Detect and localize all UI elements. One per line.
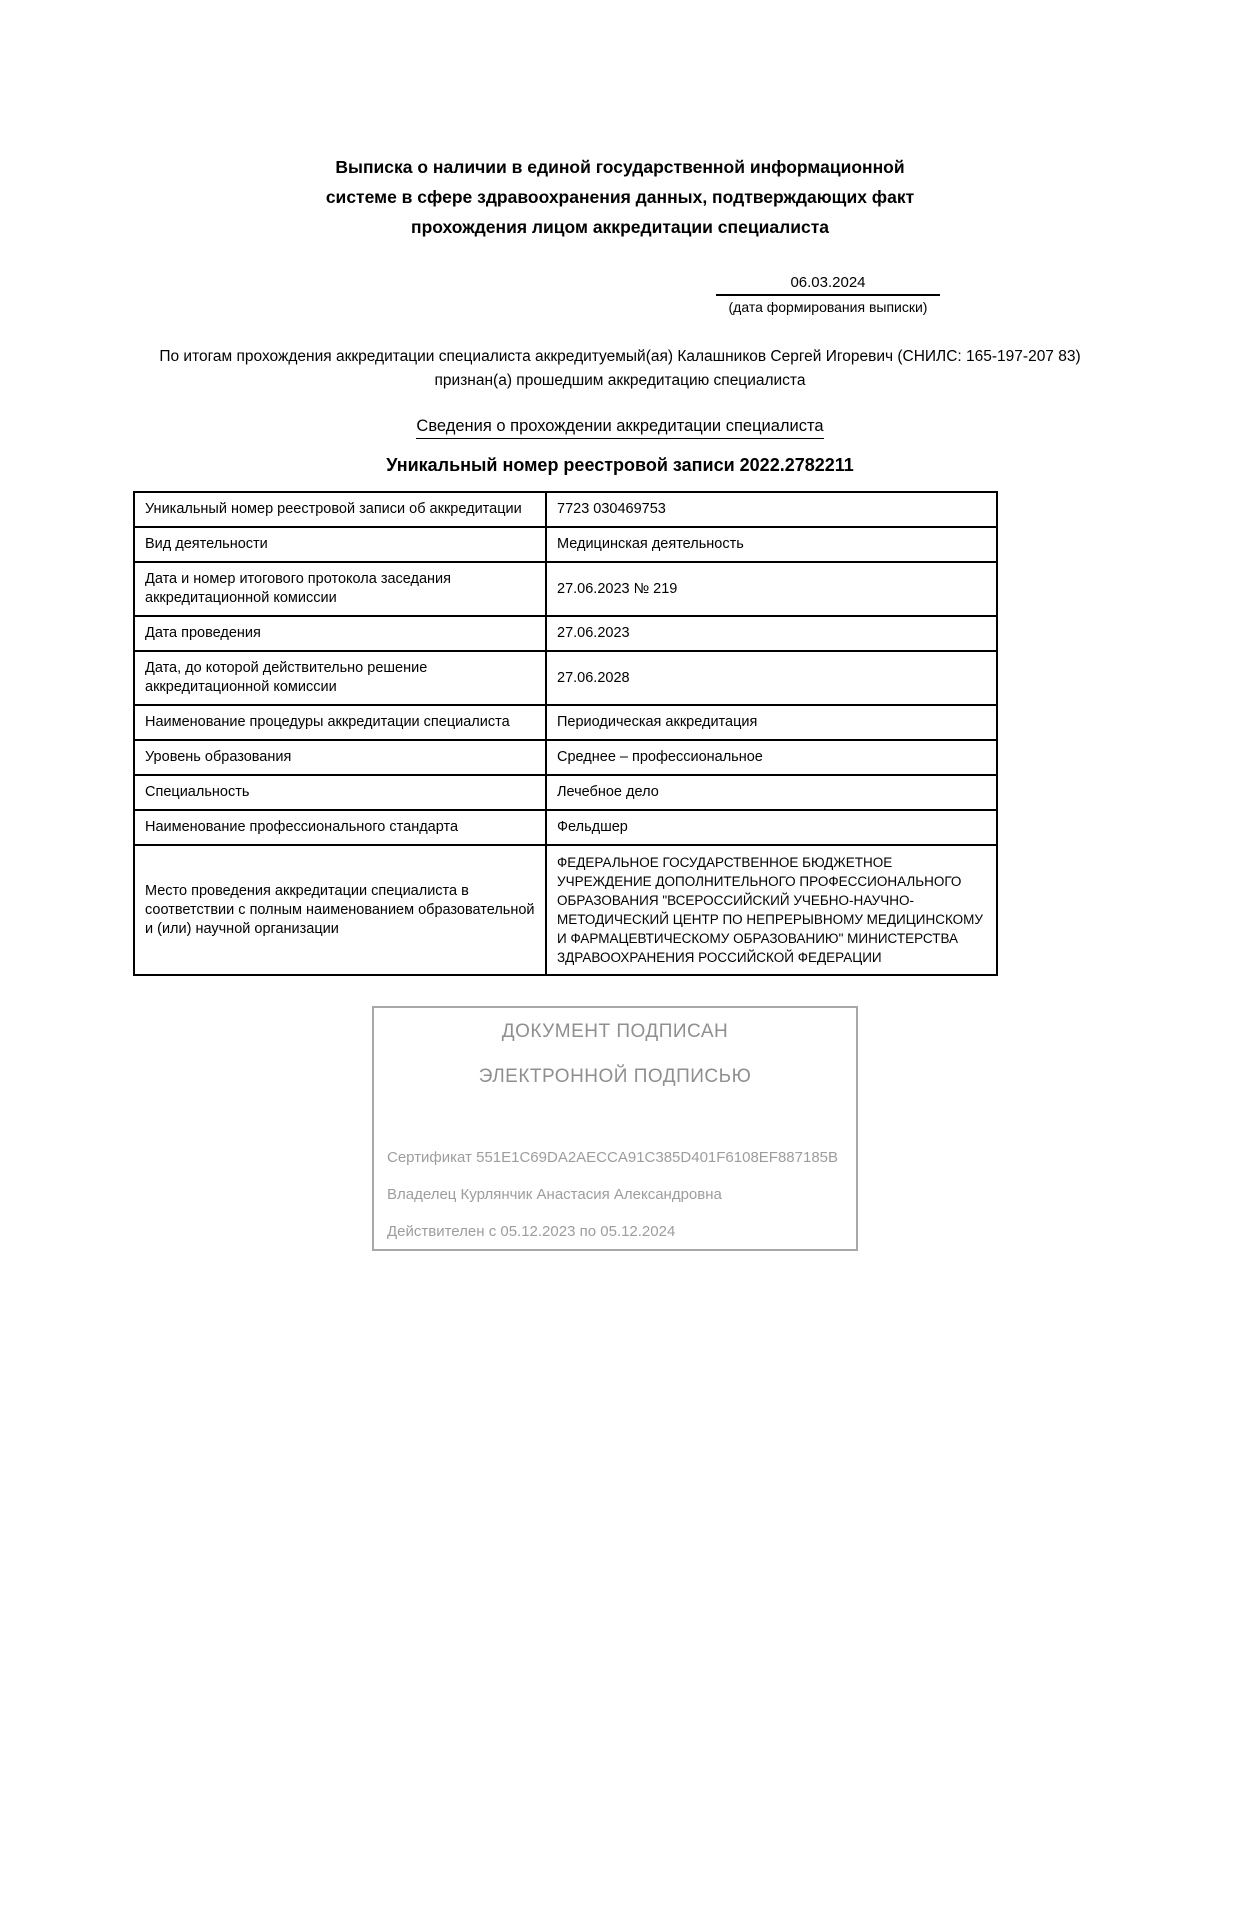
signature-title-line-1: ДОКУМЕНТ ПОДПИСАН bbox=[501, 1021, 729, 1042]
table-row bbox=[134, 562, 997, 616]
row-value: Медицинская деятельность bbox=[546, 527, 997, 562]
intro-line: По итогам прохождения аккредитации специалиста аккредитуемый(ая) Калашников Сергей Игоревич (СНИЛС: 165-197-207 83) bbox=[159, 348, 1081, 365]
section-heading-wrap bbox=[0, 417, 1240, 439]
page-title-line: прохождения лицом аккредитации специалиста bbox=[411, 217, 829, 237]
row-value: Фельдшер bbox=[546, 810, 997, 845]
page-title bbox=[0, 152, 1240, 242]
row-label: Вид деятельности bbox=[134, 527, 546, 562]
registry-number-heading: Уникальный номер реестровой записи 2022.2782211 bbox=[386, 455, 854, 475]
row-label: Наименование процедуры аккредитации специалиста bbox=[134, 705, 546, 740]
table-row bbox=[134, 705, 997, 740]
section-heading: Сведения о прохождении аккредитации специалиста bbox=[416, 417, 823, 439]
formation-date-caption: (дата формирования выписки) bbox=[728, 299, 928, 315]
document-page bbox=[0, 152, 1240, 1251]
row-label: Дата, до которой действительно решение аккредитационной комиссии bbox=[134, 651, 546, 705]
row-value: 27.06.2023 bbox=[546, 616, 997, 651]
table-row bbox=[134, 616, 997, 651]
intro-line: признан(а) прошедшим аккредитацию специалиста bbox=[434, 372, 806, 389]
row-label: Место проведения аккредитации специалиста в соответствии с полным наименованием образовательной и (или) научной организации bbox=[134, 845, 546, 975]
row-label: Уникальный номер реестровой записи об аккредитации bbox=[134, 492, 546, 527]
row-label: Дата и номер итогового протокола заседания аккредитационной комиссии bbox=[134, 562, 546, 616]
row-value: Лечебное дело bbox=[546, 775, 997, 810]
page-title-line: системе в сфере здравоохранения данных, подтверждающих факт bbox=[325, 187, 915, 207]
certificate-line: Сертификат 551E1C69DA2AECCA91C385D401F6108EF887185B bbox=[387, 1149, 839, 1166]
row-label: Уровень образования bbox=[134, 740, 546, 775]
row-value: Среднее – профессиональное bbox=[546, 740, 997, 775]
table-row bbox=[134, 810, 997, 845]
table-row bbox=[134, 740, 997, 775]
row-value: 7723 030469753 bbox=[546, 492, 997, 527]
row-label: Наименование профессионального стандарта bbox=[134, 810, 546, 845]
table-row bbox=[134, 775, 997, 810]
table-row bbox=[134, 527, 997, 562]
formation-date-block bbox=[716, 274, 940, 315]
row-label: Дата проведения bbox=[134, 616, 546, 651]
table-row bbox=[134, 845, 997, 975]
table-row bbox=[134, 492, 997, 527]
page-title-line: Выписка о наличии в единой государственной информационной bbox=[335, 157, 905, 177]
signature-title-line-2: ЭЛЕКТРОННОЙ ПОДПИСЬЮ bbox=[478, 1066, 752, 1087]
row-value: 27.06.2028 bbox=[546, 651, 997, 705]
row-value: Периодическая аккредитация bbox=[546, 705, 997, 740]
owner-line: Владелец Курлянчик Анастасия Александровна bbox=[387, 1186, 722, 1203]
row-value: 27.06.2023 № 219 bbox=[546, 562, 997, 616]
validity-line: Действителен с 05.12.2023 по 05.12.2024 bbox=[387, 1223, 676, 1240]
formation-date: 06.03.2024 bbox=[716, 274, 940, 296]
row-label: Специальность bbox=[134, 775, 546, 810]
signature-box bbox=[372, 1006, 858, 1251]
row-value: ФЕДЕРАЛЬНОЕ ГОСУДАРСТВЕННОЕ БЮДЖЕТНОЕ УЧРЕЖДЕНИЕ ДОПОЛНИТЕЛЬНОГО ПРОФЕССИОНАЛЬНОГО ОБРАЗОВАНИЯ "ВСЕРОССИЙСКИЙ УЧЕБНО-НАУЧНО-МЕТОДИЧЕСКИЙ ЦЕНТР ПО НЕПРЕРЫВНОМУ МЕДИЦИНСКОМУ И ФАРМАЦЕВТИЧЕСКОМУ ОБРАЗОВАНИЮ" МИНИСТЕРСТВА ЗДРАВООХРАНЕНИЯ РОССИЙСКОЙ ФЕДЕРАЦИИ bbox=[546, 845, 997, 975]
accreditation-table bbox=[133, 491, 998, 976]
intro-paragraph bbox=[0, 345, 1240, 393]
table-row bbox=[134, 651, 997, 705]
